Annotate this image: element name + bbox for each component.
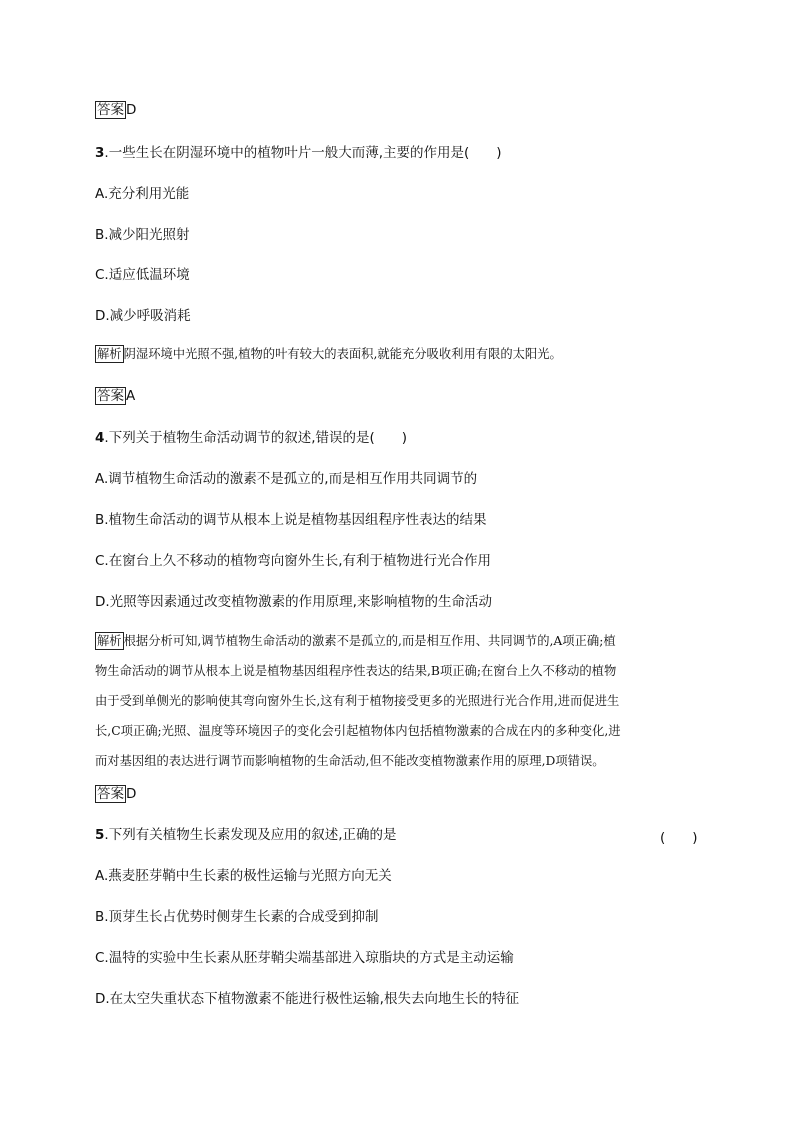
q4-number: 4 bbox=[95, 430, 105, 446]
q4-analysis-line-2: 物生命活动的调节从根本上说是植物基因组程序性表达的结果,B项正确;在窗台上久不移动的植物 bbox=[95, 664, 617, 678]
q5-option-a: A.燕麦胚芽鞘中生长素的极性运输与光照方向无关 bbox=[95, 868, 392, 884]
analysis-label: 解析 bbox=[97, 347, 122, 361]
q2-answer-row bbox=[95, 101, 136, 119]
q5-stem-text: .下列有关植物生长素发现及应用的叙述,正确的是 bbox=[104, 827, 397, 843]
q3-answer-row bbox=[95, 387, 135, 405]
q4-option-d: D.光照等因素通过改变植物激素的作用原理,来影响植物的生命活动 bbox=[95, 594, 492, 610]
q3-analysis bbox=[95, 339, 700, 369]
q5-number: 5 bbox=[95, 827, 105, 843]
q3-option-b: B.减少阳光照射 bbox=[95, 227, 190, 243]
q4-stem bbox=[95, 429, 407, 447]
q2-answer-value: D bbox=[126, 102, 137, 118]
analysis-label: 解析 bbox=[97, 634, 122, 648]
answer-label: 答案 bbox=[97, 102, 124, 118]
q4-option-b: B.植物生命活动的调节从根本上说是植物基因组程序性表达的结果 bbox=[95, 512, 487, 528]
q3-answer-value: A bbox=[126, 388, 136, 404]
q4-answer-row bbox=[95, 785, 136, 803]
q3-option-c: C.适应低温环境 bbox=[95, 267, 190, 283]
q5-stem bbox=[95, 826, 397, 844]
q3-option-d: D.减少呼吸消耗 bbox=[95, 308, 191, 324]
q4-stem-text: .下列关于植物生命活动调节的叙述,错误的是( ) bbox=[104, 430, 408, 446]
answer-label: 答案 bbox=[97, 786, 124, 802]
q4-analysis-line-1 bbox=[95, 626, 700, 656]
q5-option-d: D.在太空失重状态下植物激素不能进行极性运输,根失去向地生长的特征 bbox=[95, 991, 519, 1007]
q4-option-c: C.在窗台上久不移动的植物弯向窗外生长,有利于植物进行光合作用 bbox=[95, 553, 492, 569]
q4-analysis bbox=[95, 626, 700, 776]
q3-number: 3 bbox=[95, 145, 105, 161]
q4-option-a: A.调节植物生命活动的激素不是孤立的,而是相互作用共同调节的 bbox=[95, 471, 478, 487]
q4-analysis-line-5: 而对基因组的表达进行调节而影响植物的生命活动,但不能改变植物激素作用的原理,D项错误。 bbox=[95, 754, 605, 768]
q5-answer-paren: ( ) bbox=[660, 830, 698, 846]
q4-analysis-text-1: 根据分析可知,调节植物生命活动的激素不是孤立的,而是相互作用、共同调节的,A项正确;植 bbox=[123, 634, 616, 648]
q5-option-c: C.温特的实验中生长素从胚芽鞘尖端基部进入琼脂块的方式是主动运输 bbox=[95, 950, 514, 966]
q3-analysis-text: 阴湿环境中光照不强,植物的叶有较大的表面积,就能充分吸收利用有限的太阳光。 bbox=[123, 347, 562, 361]
q3-stem bbox=[95, 144, 502, 162]
q4-answer-value: D bbox=[126, 786, 137, 802]
q4-analysis-line-3: 由于受到单侧光的影响使其弯向窗外生长,这有利于植物接受更多的光照进行光合作用,进而促进生 bbox=[95, 694, 620, 708]
q4-analysis-line-4: 长,C项正确;光照、温度等环境因子的变化会引起植物体内包括植物激素的合成在内的多种变化,进 bbox=[95, 724, 621, 738]
answer-label: 答案 bbox=[97, 388, 124, 404]
q3-option-a: A.充分利用光能 bbox=[95, 186, 190, 202]
q3-stem-text: .一些生长在阴湿环境中的植物叶片一般大而薄,主要的作用是( ) bbox=[104, 145, 502, 161]
q5-option-b: B.顶芽生长占优势时侧芽生长素的合成受到抑制 bbox=[95, 909, 379, 925]
